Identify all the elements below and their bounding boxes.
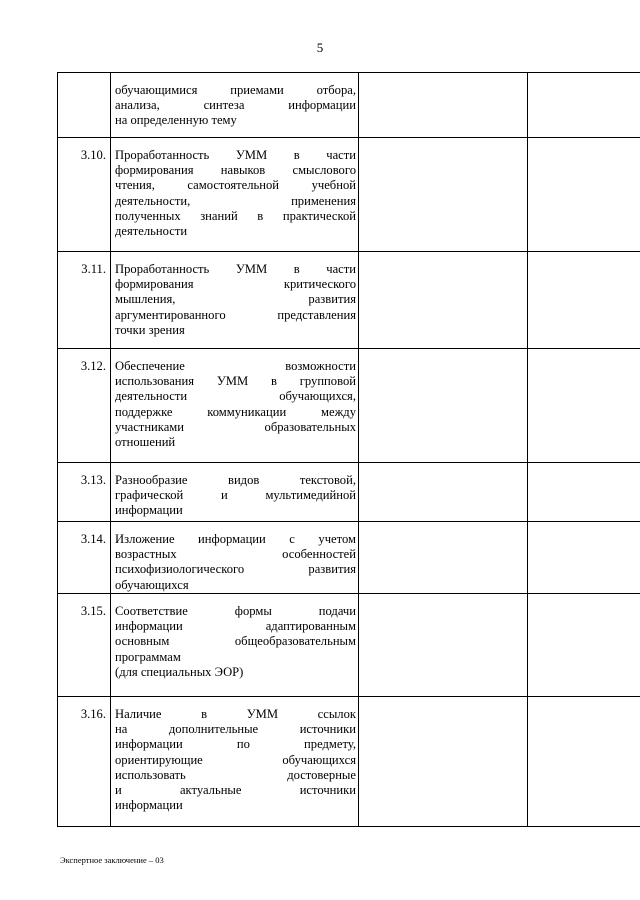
criterion-number: 3.11.: [58, 252, 111, 349]
criterion-description: [111, 594, 359, 697]
criterion-text-line: формирования критического: [115, 277, 356, 292]
criterion-number: 3.15.: [58, 594, 111, 697]
criterion-text-line: (для специальных ЭОР): [115, 664, 244, 679]
score-cell: [528, 594, 640, 697]
criterion-text-line: деятельности, применения: [115, 193, 356, 208]
criterion-text-line: чтения, самостоятельной учебной: [115, 178, 356, 193]
score-cell: [528, 463, 640, 522]
assessment-cell: [359, 349, 528, 463]
criterion-text-line: на определенную тему: [115, 113, 237, 128]
table-row: [58, 252, 640, 349]
score-cell: [528, 349, 640, 463]
table-row: [58, 697, 640, 827]
criterion-text-line: формирования навыков смыслового: [115, 163, 356, 178]
criterion-text-line: анализа, синтеза информации: [115, 98, 356, 113]
criterion-description: [111, 138, 359, 252]
criterion-description: [111, 697, 359, 827]
assessment-cell: [359, 697, 528, 827]
criterion-text-line: полученных знаний в практической: [115, 208, 356, 223]
criterion-text-line: графической и мультимедийной: [115, 488, 356, 503]
criterion-text-line: точки зрения: [115, 322, 185, 337]
criterion-text-line: Разнообразие видов текстовой,: [115, 473, 356, 487]
table-row: [58, 73, 640, 138]
criterion-text-line: программам: [115, 649, 181, 664]
assessment-cell: [359, 138, 528, 252]
criterion-text-line: информации: [115, 503, 183, 518]
assessment-cell: [359, 463, 528, 522]
footer-text: Экспертное заключение – 03: [60, 855, 164, 865]
criterion-text-line: информации: [115, 798, 183, 813]
assessment-cell: [359, 594, 528, 697]
criterion-text-line: и актуальные источники: [115, 783, 356, 798]
score-cell: [528, 697, 640, 827]
table-row: [58, 349, 640, 463]
assessment-cell: [359, 73, 528, 138]
criterion-text-line: информации адаптированным: [115, 619, 356, 634]
criterion-text-line: информации по предмету,: [115, 737, 356, 752]
assessment-cell: [359, 252, 528, 349]
criterion-text-line: психофизиологического развития: [115, 562, 356, 577]
criterion-text-line: использования УММ в групповой: [115, 374, 356, 389]
table-row: [58, 594, 640, 697]
criterion-text-line: Наличие в УММ ссылок: [115, 707, 356, 721]
criterion-number: 3.10.: [58, 138, 111, 252]
score-cell: [528, 138, 640, 252]
criterion-text-line: Обеспечение возможности: [115, 359, 356, 373]
criterion-text-line: ориентирующие обучающихся: [115, 752, 356, 767]
criterion-text-line: отношений: [115, 435, 176, 450]
criterion-text-line: обучающихся: [115, 577, 189, 592]
criterion-number: 3.14.: [58, 522, 111, 594]
criterion-number: 3.12.: [58, 349, 111, 463]
criterion-number: 3.16.: [58, 697, 111, 827]
score-cell: [528, 522, 640, 594]
criterion-text-line: мышления, развития: [115, 292, 356, 307]
criterion-text-line: обучающимися приемами отбора,: [115, 83, 356, 97]
evaluation-table: [57, 72, 640, 827]
criterion-text-line: деятельности: [115, 224, 188, 239]
score-cell: [528, 73, 640, 138]
criterion-text-line: возрастных особенностей: [115, 547, 356, 562]
page-number: 5: [316, 40, 324, 55]
criterion-description: [111, 463, 359, 522]
table-row: [58, 463, 640, 522]
table-row: [58, 522, 640, 594]
criterion-text-line: основным общеобразовательным: [115, 634, 356, 649]
criterion-number: [58, 73, 111, 138]
criterion-text-line: участниками образовательных: [115, 419, 356, 434]
score-cell: [528, 252, 640, 349]
criterion-text-line: поддержке коммуникации между: [115, 404, 356, 419]
criterion-text-line: аргументированного представления: [115, 307, 356, 322]
criterion-number: 3.13.: [58, 463, 111, 522]
criterion-description: [111, 73, 359, 138]
criterion-description: [111, 522, 359, 594]
criterion-text-line: Проработанность УММ в части: [115, 148, 356, 162]
criterion-description: [111, 349, 359, 463]
criterion-text-line: Проработанность УММ в части: [115, 262, 356, 276]
assessment-cell: [359, 522, 528, 594]
criterion-text-line: Изложение информации с учетом: [115, 532, 356, 546]
criterion-text-line: деятельности обучающихся,: [115, 389, 356, 404]
criterion-text-line: на дополнительные источники: [115, 722, 356, 737]
table-row: [58, 138, 640, 252]
criterion-description: [111, 252, 359, 349]
criterion-text-line: использовать достоверные: [115, 767, 356, 782]
criterion-text-line: Соответствие формы подачи: [115, 604, 356, 618]
